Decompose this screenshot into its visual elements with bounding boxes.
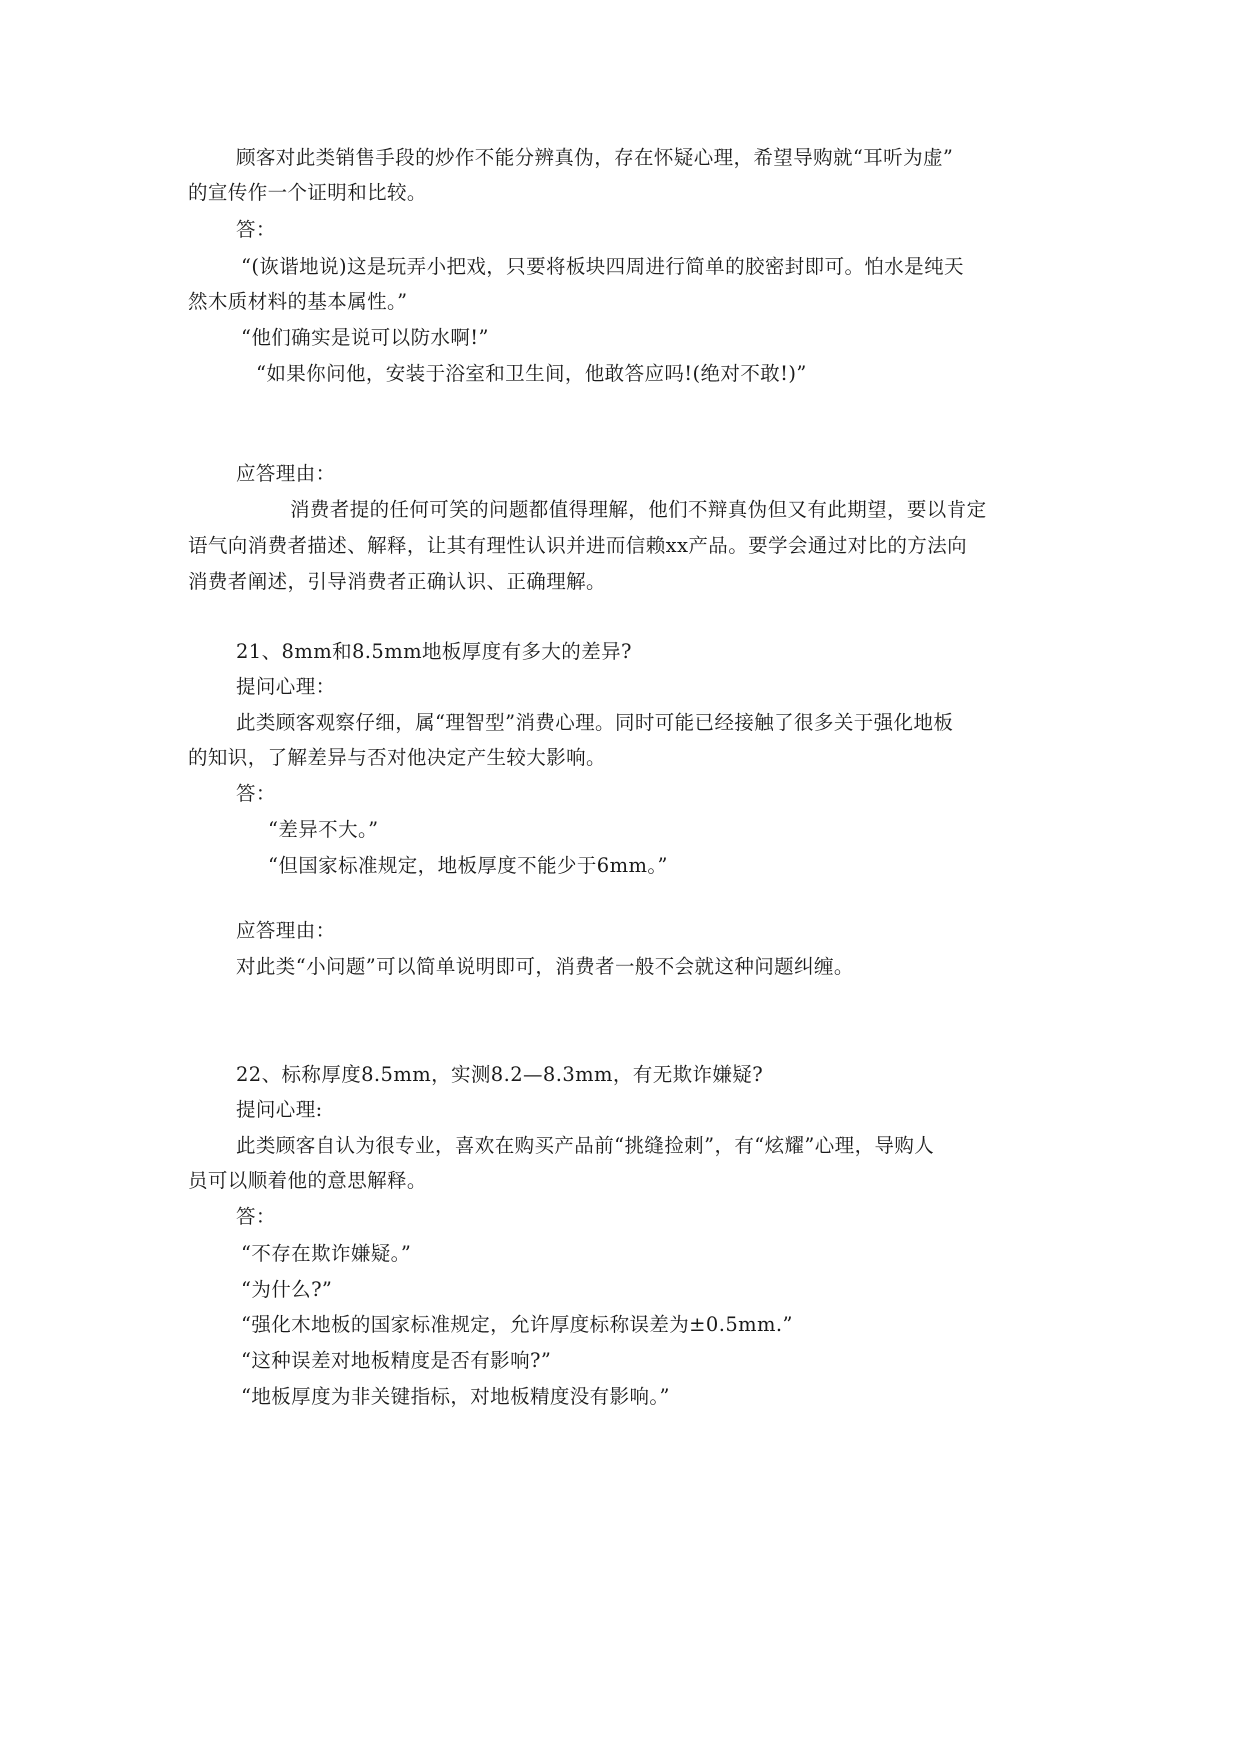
answer-text: “他们确实是说可以防水啊!” xyxy=(241,326,489,349)
answer-text: 然木质材料的基本属性。” xyxy=(188,290,408,313)
reason-text: 消费者阐述，引导消费者正确认识、正确理解。 xyxy=(188,570,606,593)
reason-label: 应答理由： xyxy=(236,919,336,942)
context-text: 的宣传作一个证明和比较。 xyxy=(188,181,427,204)
answer-text: “如果你问他，安装于浴室和卫生间，他敢答应吗!(绝对不敢!)” xyxy=(256,362,807,385)
psych-text: 此类顾客自认为很专业，喜欢在购买产品前“挑缝捡刺”，有“炫耀”心理，导购人 xyxy=(236,1134,935,1157)
psych-label: 提问心理： xyxy=(236,675,336,698)
psych-text: 员可以顺着他的意思解释。 xyxy=(188,1169,427,1192)
answer-text: “为什么?” xyxy=(241,1278,333,1301)
context-text: 顾客对此类销售手段的炒作不能分辨真伪，存在怀疑心理，希望导购就“耳听为虚” xyxy=(236,146,954,169)
answer-label: 答： xyxy=(236,218,276,241)
answer-text: “这种误差对地板精度是否有影响?” xyxy=(241,1349,552,1372)
psych-label: 提问心理: xyxy=(236,1098,323,1121)
answer-text: “强化木地板的国家标准规定，允许厚度标称误差为±0.5mm.” xyxy=(241,1313,793,1336)
reason-text: 消费者提的任何可笑的问题都值得理解，他们不辩真伪但又有此期望，要以肯定 xyxy=(290,498,987,521)
answer-label: 答： xyxy=(236,782,276,805)
psych-text: 此类顾客观察仔细，属“理智型”消费心理。同时可能已经接触了很多关于强化地板 xyxy=(236,711,954,734)
reason-text: 语气向消费者描述、解释，让其有理性认识并进而信赖xx产品。要学会通过对比的方法向 xyxy=(188,534,967,557)
reason-label: 应答理由： xyxy=(236,462,336,485)
question-heading: 22、标称厚度8.5mm，实测8.2—8.3mm，有无欺诈嫌疑? xyxy=(236,1063,764,1086)
answer-text: “地板厚度为非关键指标，对地板精度没有影响。” xyxy=(241,1385,670,1408)
answer-label: 答： xyxy=(236,1205,276,1228)
question-heading: 21、8mm和8.5mm地板厚度有多大的差异? xyxy=(236,640,632,663)
reason-text: 对此类“小问题”可以简单说明即可，消费者一般不会就这种问题纠缠。 xyxy=(236,955,854,978)
psych-text: 的知识，了解差异与否对他决定产生较大影响。 xyxy=(188,746,606,769)
answer-text: “不存在欺诈嫌疑。” xyxy=(241,1242,412,1265)
answer-text: “但国家标准规定，地板厚度不能少于6mm。” xyxy=(268,854,668,877)
answer-text: “(诙谐地说)这是玩弄小把戏，只要将板块四周进行简单的胶密封即可。怕水是纯天 xyxy=(241,255,964,278)
answer-text: “差异不大。” xyxy=(268,818,379,841)
